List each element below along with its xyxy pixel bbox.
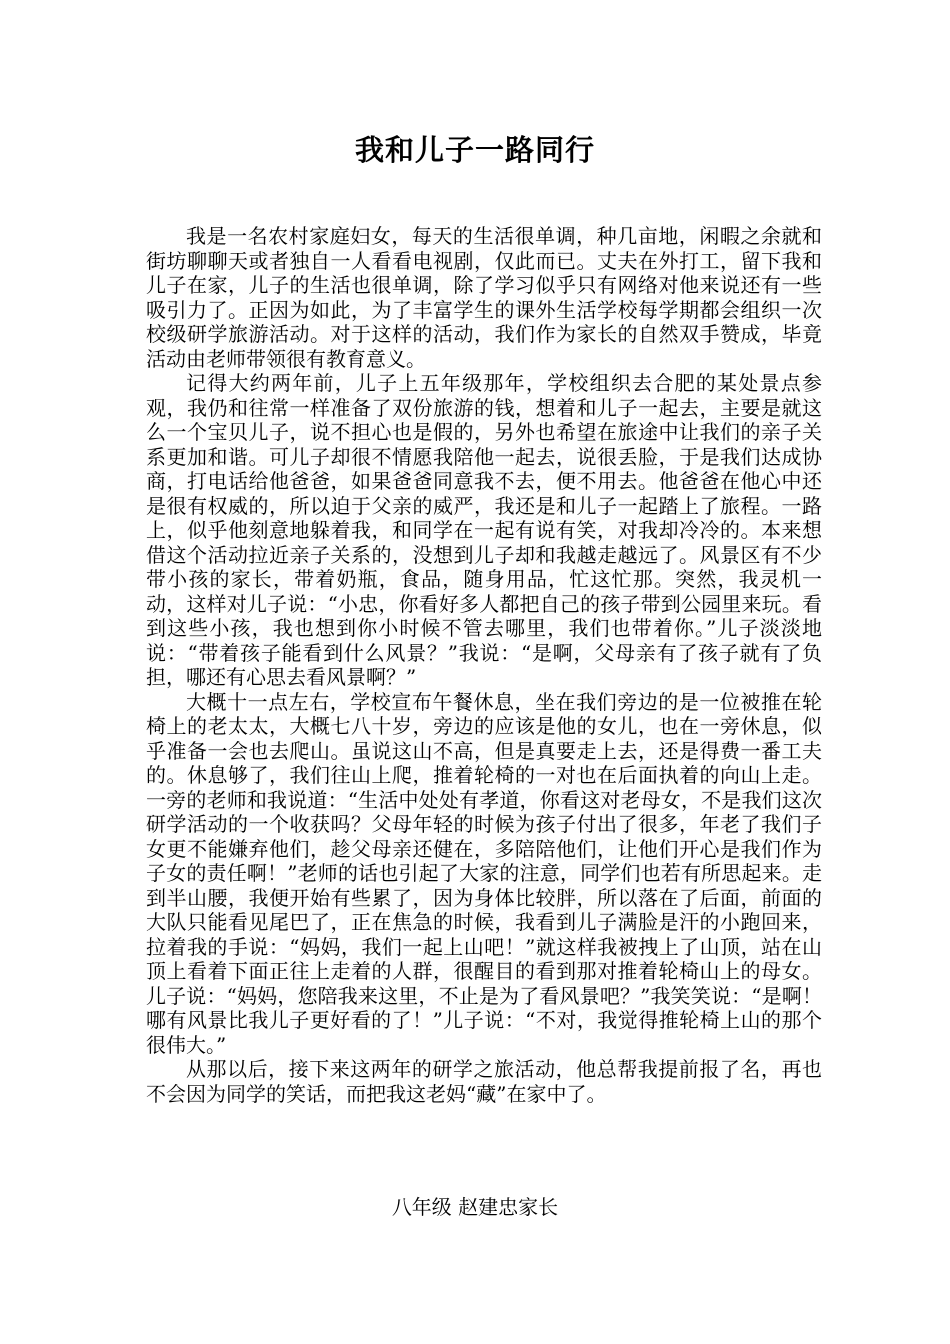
author-signature: 八年级 赵建忠家长 (391, 1195, 559, 1219)
document-body (146, 224, 822, 1106)
paragraph-3: 大概十一点左右，学校宣布午餐休息，坐在我们旁边的是一位被推在轮椅上的老太太，大概七八十岁，旁边的应该是他的女儿，也在一旁休息，似乎准备一会也去爬山。虽说这山不高，但是真要走上去，还是得费一番工夫的。休息够了，我们往山上爬，推着轮椅的一对也在后面执着的向山上走。一旁的老师和我说道：“生活中处处有孝道，你看这对老母女，不是我们这次研学活动的一个收获吗？父母年轻的时候为孩子付出了很多，年老了我们子女更不能嫌弃他们，趁父母亲还健在，多陪陪他们，让他们开心是我们作为子女的责任啊！”老师的话也引起了大家的注意，同学们也若有所思起来。走到半山腰，我便开始有些累了，因为身体比较胖，所以落在了后面，前面的大队只能看见尾巴了，正在焦急的时候，我看到儿子满脸是汗的小跑回来，拉着我的手说：“妈妈，我们一起上山吧！”就这样我被拽上了山顶，站在山顶上看着下面正往上走着的人群，很醒目的看到那对推着轮椅山上的母女。儿子说：“妈妈，您陪我来这里，不止是为了看风景吧？”我笑笑说：“是啊！哪有风景比我儿子更好看的了！”儿子说：“不对，我觉得推轮椅上山的那个很伟大。” (146, 689, 822, 1057)
paragraph-4: 从那以后，接下来这两年的研学之旅活动，他总帮我提前报了名，再也不会因为同学的笑话，而把我这老妈“藏”在家中了。 (146, 1057, 822, 1106)
paragraph-1: 我是一名农村家庭妇女，每天的生活很单调，种几亩地，闲暇之余就和街坊聊聊天或者独自一人看看电视剧，仅此而已。丈夫在外打工，留下我和儿子在家，儿子的生活也很单调，除了学习似乎只有网络对他来说还有一些吸引力了。正因为如此，为了丰富学生的课外生活学校每学期都会组织一次校级研学旅游活动。对于这样的活动，我们作为家长的自然双手赞成，毕竟活动由老师带领很有教育意义。 (146, 224, 822, 371)
document-title: 我和儿子一路同行 (354, 133, 595, 167)
paragraph-2: 记得大约两年前，儿子上五年级那年，学校组织去合肥的某处景点参观，我仍和往常一样准备了双份旅游的钱，想着和儿子一起去，主要是就这么一个宝贝儿子，说不担心也是假的，另外也希望在旅途中让我们的亲子关系更加和谐。可儿子却很不情愿我陪他一起去，说很丢脸，于是我们达成协商，打电话给他爸爸，如果爸爸同意我不去，便不用去。他爸爸在他心中还是很有权威的，所以迫于父亲的威严，我还是和儿子一起踏上了旅程。一路上，似乎他刻意地躲着我，和同学在一起有说有笑，对我却冷冷的。本来想借这个活动拉近亲子关系的，没想到儿子却和我越走越远了。风景区有不少带小孩的家长，带着奶瓶，食品，随身用品，忙这忙那。突然，我灵机一动，这样对儿子说：“小忠，你看好多人都把自己的孩子带到公园里来玩。看到这些小孩，我也想到你小时候不管去哪里，我们也带着你。”儿子淡淡地说：“带着孩子能看到什么风景？”我说：“是啊，父母亲有了孩子就有了负担，哪还有心思去看风景啊？” (146, 371, 822, 689)
